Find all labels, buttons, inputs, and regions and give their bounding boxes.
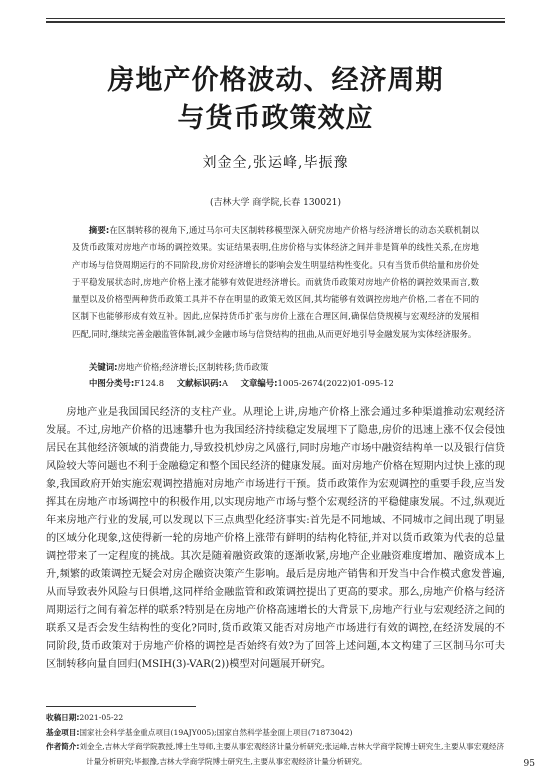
page-number: 95 — [523, 759, 535, 769]
received-value: 2021-05-22 — [79, 713, 124, 722]
fund-label: 基金项目: — [46, 727, 80, 737]
footnote-author — [46, 740, 505, 769]
doc-code-value: A — [221, 378, 228, 388]
author-list: 刘金全,张运峰,毕振豫 — [202, 155, 349, 171]
body-paragraph: 房地产业是我国国民经济的支柱产业。从理论上讲,房地产价格上涨会通过多种渠道推动宏观经济发展。不过,房地产价格的迅速攀升也为我国经济持续稳定发展埋下了隐患,房价的迅速上涨不仅会侵蚀居民在其他经济领域的消费能力,导致投机炒房之风盛行,同时房地产市场中融资结构单一以及银行信贷风险较大等问题也不利于金融稳定和整个国民经济的健康发展。面对房地产价格在短期内过快上涨的现象,我国政府开始实施宏观调控措施对房地产市场进行干预。货币政策作为宏观调控的重要手段,应当发挥其在房地产市场调控中的积极作用,以实现房地产市场与整个宏观经济的平稳健康发展。不过,纵观近年来房地产行业的发展,可以发现以下三点典型化经济事实:首先是不同地域、不同城市之间出现了明显的区域分化现象,这使得新一轮的房地产价格上涨带有鲜明的结构化特征,并对以货币政策为代表的总量调控带来了一定程度的挑战。其次是随着融资政策的逐渐收紧,房地产企业融资难度增加、融资成本上升,频繁的政策调控无疑会对房企融资决策产生影响。最后是房地产销售和开发当中合作模式愈发普遍,从而导致表外风险与日俱增,这同样给金融监管和政策调控提出了更高的要求。那么,房地产价格与经济周期运行之间有着怎样的联系?特别是在房地产价格高速增长的大背景下,房地产行业与宏观经济之间的联系又是否会发生结构性的变化?同时,货币政策又能否对房地产市场进行有效的调控,在经济发展的不同阶段,货币政策对于房地产价格的调控是否始终有效?为了回答上述问题,本文构建了三区制马尔可夫区制转移向量自回归(MSIH(3)-VAR(2))模型对问题展开研究。 — [46, 407, 505, 670]
doc-code-label: 文献标识码: — [176, 378, 222, 388]
classification-line — [89, 377, 404, 389]
article-title-line-2: 与货币政策效应 — [177, 103, 374, 134]
footnotes — [46, 711, 505, 769]
footnote-received — [46, 711, 505, 726]
author-bio-value: 刘金全,吉林大学商学院教授,博士生导师,主要从事宏观经济计量分析研究;张运峰,吉林大学商学院博士研究生,主要从事宏观经济计量分析研究;毕振豫,吉林大学商学院博士研究生,主要从事宏观经济计量分析研究。 — [79, 742, 505, 766]
article-number-value: 1005-2674(2022)01-095-12 — [277, 378, 394, 388]
keywords-label: 关键词: — [89, 362, 118, 372]
keywords-text: 房地产价格;经济增长;区制转移;货币政策 — [117, 362, 269, 372]
abstract — [72, 222, 479, 343]
clc-label: 中图分类号: — [89, 378, 135, 388]
author-affiliation: (吉林大学 商学院,长春 130021) — [210, 198, 341, 208]
fund-value: 国家社会科学基金重点项目(19AJY005);国家自然科学基金面上项目(71873042) — [79, 727, 353, 737]
abstract-text: 在区制转移的视角下,通过马尔可夫区制转移模型深入研究房地产价格与经济增长的动态关联机制以及货币政策对房地产市场的调控效果。实证结果表明,住房价格与实体经济之间并非是简单的线性关系,在房地产市场与信贷周期运行的不同阶段,房价对经济增长的影响会发生明显结构性变化。只有当货币供给量和房价处于平稳发展状态时,房地产价格上涨才能够有效促进经济增长。而就货币政策对房地产价格的调控效果而言,数量型以及价格型两种货币政策工具并不存在明显的政策无效区间,其均能够有效调控房地产价格,二者在不同的区制下也能够形成有效互补。因此,应保持货币扩张与房价上涨在合理区间,确保信贷规模与宏观经济的发展相匹配,同时,继续完善金融监管体制,减少金融市场与信贷结构的扭曲,从而更好地引导金融发展为实体经济服务。 — [72, 225, 479, 339]
received-label: 收稿日期: — [46, 713, 80, 722]
article-number-label: 文章编号: — [240, 378, 278, 388]
header-rule-thick — [46, 21, 505, 23]
footnote-fund — [46, 726, 505, 741]
clc-value: F124.8 — [134, 378, 165, 388]
keywords — [89, 361, 268, 373]
header-rule-thin — [46, 18, 505, 19]
article-title-line-1: 房地产价格波动、经济周期 — [107, 65, 444, 96]
abstract-label: 摘要: — [88, 225, 110, 235]
footnote-rule — [46, 706, 196, 707]
author-bio-label: 作者简介: — [46, 742, 80, 751]
